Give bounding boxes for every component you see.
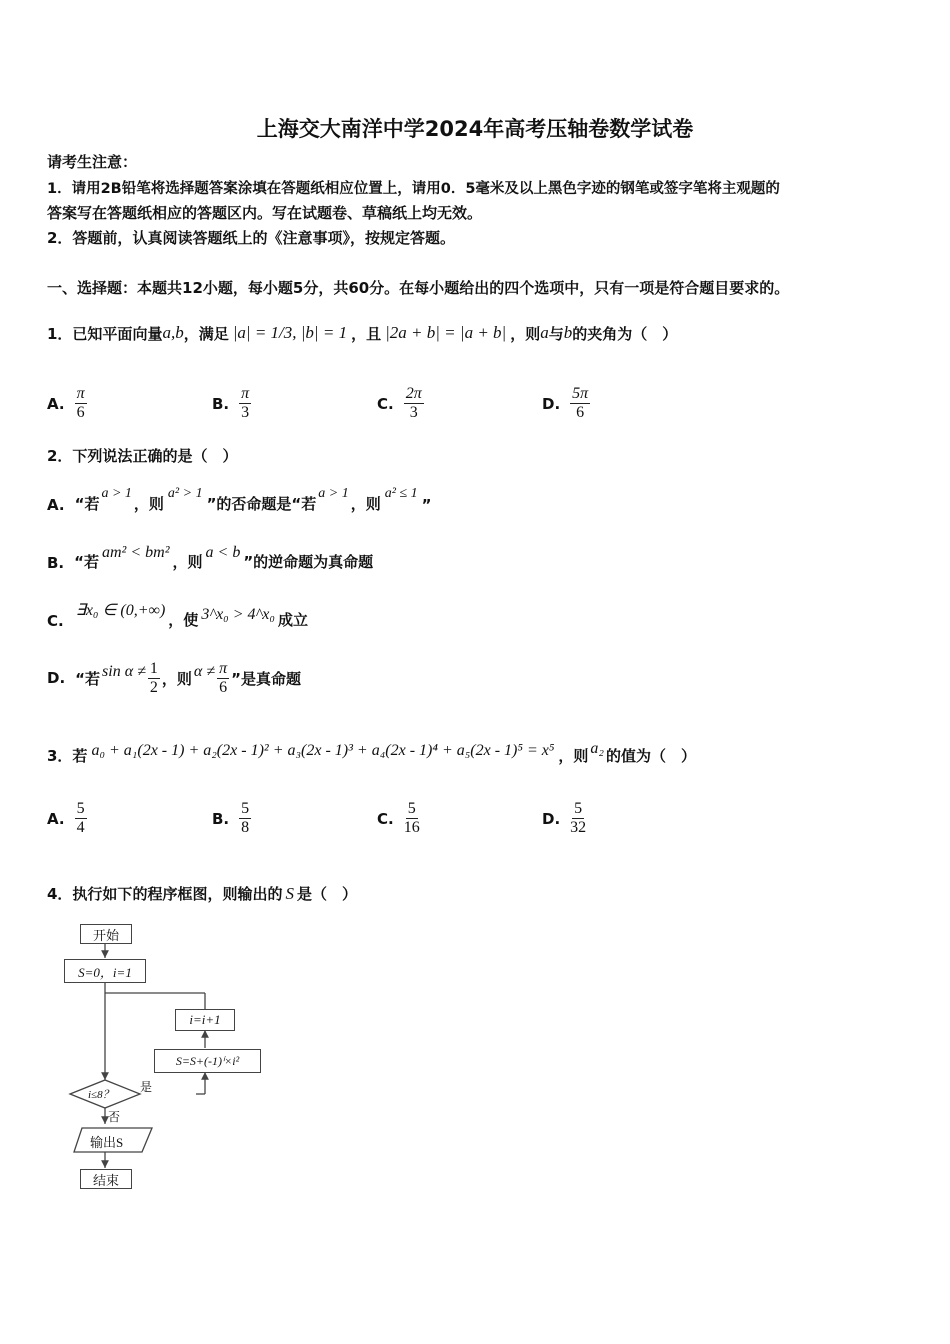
q3-prefix: 3．若	[47, 746, 88, 765]
q1-option-a[interactable]	[47, 385, 87, 422]
q2-c-t1: ，使	[168, 611, 199, 629]
q2-option-c[interactable]	[47, 600, 308, 630]
flowchart-init: S=0，i=1	[64, 959, 146, 983]
q3-option-d-fraction	[570, 800, 586, 837]
q2-option-a-label: A.	[47, 496, 65, 514]
notice-item-1-line-1: 1．请用2B铅笔将选择题答案涂填在答题纸相应位置上，请用0．5毫米及以上黑色字迹的钢笔或签字笔将主观题的	[47, 181, 780, 197]
q2-b-t3: ”的逆命题为真命题	[243, 553, 374, 571]
q2-a-t3: ”的否命题是“若	[206, 495, 317, 513]
q2-option-c-label: C.	[47, 612, 64, 630]
q2-c-t2: 成立	[277, 611, 308, 629]
q3-option-c-num: 5	[407, 800, 416, 817]
q1-option-b-den: 3	[241, 404, 250, 421]
q1-tail-c: 的夹角为（ ）	[572, 324, 678, 343]
q1-option-d[interactable]	[542, 385, 590, 422]
q1-vars: a,b	[162, 323, 184, 342]
q2-b-m2: a < b	[205, 544, 241, 561]
q1-option-a-fraction	[75, 385, 87, 422]
flowchart-output: 输出S	[90, 1135, 124, 1150]
q2-a-t4: ，则	[350, 495, 381, 513]
q2-d-m1: sin α ≠	[102, 663, 146, 680]
q1-option-c-num: 2π	[405, 385, 422, 402]
question-3-stem	[47, 740, 696, 770]
q2-option-d[interactable]	[47, 655, 301, 701]
q1-mid: ，满足	[183, 324, 229, 343]
q3-option-c-label: C.	[377, 809, 394, 828]
q3-option-d-den: 32	[570, 819, 587, 836]
q2-d-fraction-1	[148, 660, 160, 697]
q2-b-m1: am² < bm²	[102, 544, 170, 561]
q1-option-a-den: 6	[76, 404, 85, 421]
q2-d-den1: 2	[149, 678, 158, 696]
q4-tail: 是（ ）	[296, 885, 357, 903]
q1-option-b[interactable]	[212, 385, 251, 422]
q2-b-t2: ，则	[172, 553, 203, 571]
q4-prefix: 4．执行如下的程序框图，则输出的	[47, 885, 283, 903]
q3-option-b[interactable]	[212, 800, 251, 837]
q1-option-b-label: B.	[212, 394, 230, 413]
flowchart	[60, 920, 280, 1200]
q1-tail-a: ，则	[510, 324, 541, 343]
q2-d-den2: 6	[219, 678, 228, 696]
section-heading: 一、选择题：本题共12小题，每小题5分，共60分。在每小题给出的四个选项中，只有一项是符合题目要求的。	[47, 279, 790, 297]
q1-tail-b: 与	[548, 324, 564, 343]
q2-d-t1: “若	[75, 669, 101, 688]
q1-var-a: a	[540, 323, 549, 342]
q2-d-t2: ，则	[161, 669, 192, 688]
q4-var: S	[285, 883, 294, 903]
q3-option-d-label: D.	[542, 809, 561, 828]
q3-option-a-den: 4	[76, 819, 85, 836]
q2-b-t1: “若	[74, 553, 99, 571]
q2-option-b[interactable]	[47, 542, 373, 572]
q1-mid2: ，且	[351, 324, 382, 343]
q3-option-b-num: 5	[241, 800, 250, 817]
q2-a-t2: ，则	[133, 495, 164, 513]
q1-condition: |a| = 1/3, |b| = 1	[232, 323, 348, 342]
q3-option-b-fraction	[239, 800, 251, 837]
q1-option-c-fraction	[404, 385, 424, 422]
q1-option-d-num: 5π	[572, 385, 589, 402]
q2-d-num2: π	[219, 659, 228, 677]
q3-option-a-fraction	[75, 800, 87, 837]
flowchart-condition: i≤8？	[88, 1089, 114, 1101]
question-2-stem: 2．下列说法正确的是（ ）	[47, 447, 238, 465]
q3-option-d[interactable]	[542, 800, 586, 837]
q3-option-c-den: 16	[403, 819, 420, 836]
q2-a-m1: a > 1	[101, 486, 132, 501]
notice-item-2: 2．答题前，认真阅读答题纸上的《注意事项》，按规定答题。	[47, 229, 455, 247]
q2-a-m3: a > 1	[318, 486, 349, 501]
question-4-stem	[47, 883, 357, 904]
q1-option-c[interactable]	[377, 385, 424, 422]
q3-option-a-num: 5	[76, 800, 85, 817]
q1-option-d-den: 6	[576, 404, 585, 421]
q1-condition-2: |2a + b| = |a + b|	[385, 323, 507, 342]
q1-option-c-label: C.	[377, 394, 394, 413]
q2-d-num1: 1	[149, 659, 158, 677]
q3-tail-a: ，则	[558, 746, 589, 765]
flowchart-increment: i=i+1	[175, 1009, 235, 1031]
q2-option-b-label: B.	[47, 554, 65, 572]
q2-d-m2: α ≠	[193, 663, 216, 680]
q2-a-t5: ”	[421, 496, 432, 514]
q2-c-m2: 3^x₀ > 4^x₀	[201, 606, 275, 623]
q3-option-b-label: B.	[212, 809, 230, 828]
q2-d-fraction-2	[217, 660, 229, 697]
q1-var-b: b	[563, 323, 573, 342]
question-1-stem	[47, 313, 677, 353]
q2-option-d-label: D.	[47, 669, 66, 687]
q2-a-t1: “若	[74, 495, 100, 513]
q2-a-m4: a² ≤ 1	[384, 486, 418, 501]
q2-c-m1: ∃x₀ ∈ (0,+∞)	[75, 602, 166, 619]
q1-prefix: 1．已知平面向量	[47, 324, 163, 343]
q1-option-d-fraction	[570, 385, 590, 422]
q3-option-b-den: 8	[241, 819, 250, 836]
flowchart-end: 结束	[80, 1169, 132, 1189]
q1-option-c-den: 3	[409, 404, 418, 421]
q3-var: a₂	[590, 740, 604, 757]
q3-option-c-fraction	[404, 800, 420, 837]
q1-option-a-num: π	[76, 385, 85, 402]
q1-option-a-label: A.	[47, 394, 65, 413]
q1-option-d-label: D.	[542, 394, 561, 413]
q3-tail-b: 的值为（ ）	[605, 746, 696, 765]
flowchart-update: S=S+(-1)ⁱ×i²	[154, 1049, 261, 1073]
q2-option-a[interactable]	[47, 484, 432, 514]
q3-expression: a₀ + a₁(2x - 1) + a₂(2x - 1)² + a₃(2x - 1)³ + a₄(2x - 1)⁴ + a₅(2x - 1)⁵ = x⁵	[91, 742, 555, 759]
q2-a-m2: a² > 1	[167, 486, 203, 501]
q3-option-d-num: 5	[574, 800, 583, 817]
flowchart-no-label: 否	[108, 1110, 121, 1124]
q1-option-b-num: π	[241, 385, 250, 402]
q3-option-a[interactable]	[47, 800, 87, 837]
notice-item-1-line-2: 答案写在答题纸相应的答题区内。写在试题卷、草稿纸上均无效。	[47, 204, 483, 222]
page-title: 上海交大南洋中学2024年高考压轴卷数学试卷	[256, 117, 694, 141]
q3-option-a-label: A.	[47, 809, 65, 828]
q1-option-b-fraction	[239, 385, 251, 422]
notice-heading: 请考生注意：	[47, 153, 138, 171]
flowchart-start: 开始	[80, 924, 132, 944]
q2-d-t3: ”是真命题	[231, 669, 301, 688]
q3-option-c[interactable]	[377, 800, 420, 837]
flowchart-yes-label: 是	[140, 1080, 153, 1094]
